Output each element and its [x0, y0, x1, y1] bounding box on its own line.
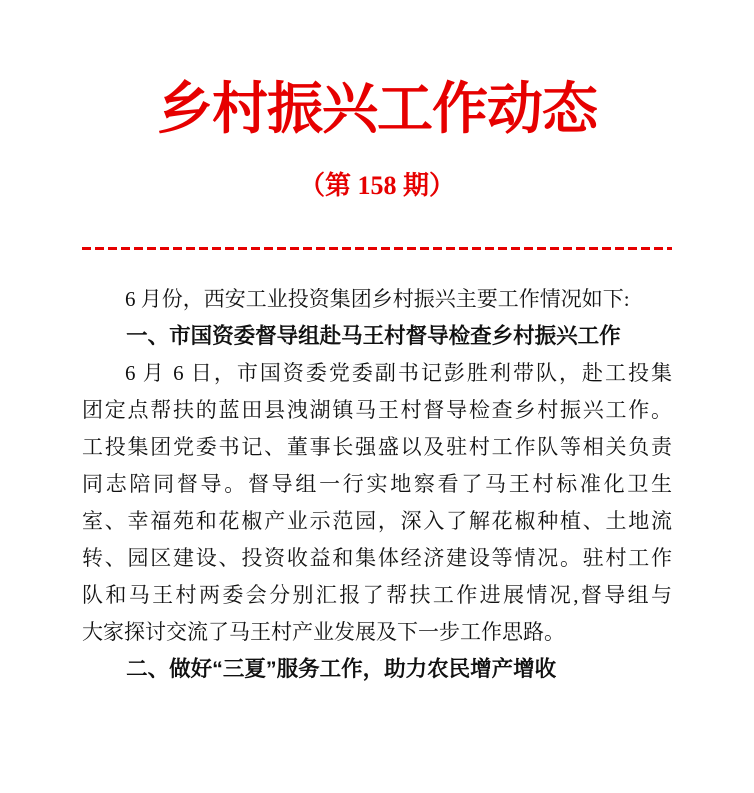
issue-number: （第 158 期）	[298, 171, 455, 200]
section-1-heading: 一、市国资委督导组赴马王村督导检查乡村振兴工作	[126, 324, 621, 348]
paragraph-line: 室、幸福苑和花椒产业示范园，深入了解花椒种植、土地流	[82, 509, 672, 533]
paragraph-line: 大家探讨交流了马王村产业发展及下一步工作思路。	[82, 620, 565, 644]
paragraph-line: 团定点帮扶的蓝田县洩湖镇马王村督导检查乡村振兴工作。	[82, 398, 672, 422]
dashed-divider	[82, 247, 672, 250]
section-2-heading: 二、做好“三夏”服务工作，助力农民增产增收	[126, 657, 557, 681]
paragraph-line: 同志陪同督导。督导组一行实地察看了马王村标准化卫生	[82, 472, 672, 496]
document-body	[82, 281, 672, 688]
paragraph-line: 6 月 6 日，市国资委党委副书记彭胜利带队，赴工投集	[125, 361, 672, 385]
paragraph-line: 队和马王村两委会分别汇报了帮扶工作进展情况,督导组与	[82, 583, 672, 607]
page-title: 乡村振兴工作动态	[157, 79, 597, 141]
intro-line: 6 月份，西安工业投资集团乡村振兴主要工作情况如下:	[125, 287, 630, 311]
paragraph-line: 工投集团党委书记、董事长强盛以及驻村工作队等相关负责	[82, 435, 672, 459]
paragraph-line: 转、园区建设、投资收益和集体经济建设等情况。驻村工作	[82, 546, 672, 570]
